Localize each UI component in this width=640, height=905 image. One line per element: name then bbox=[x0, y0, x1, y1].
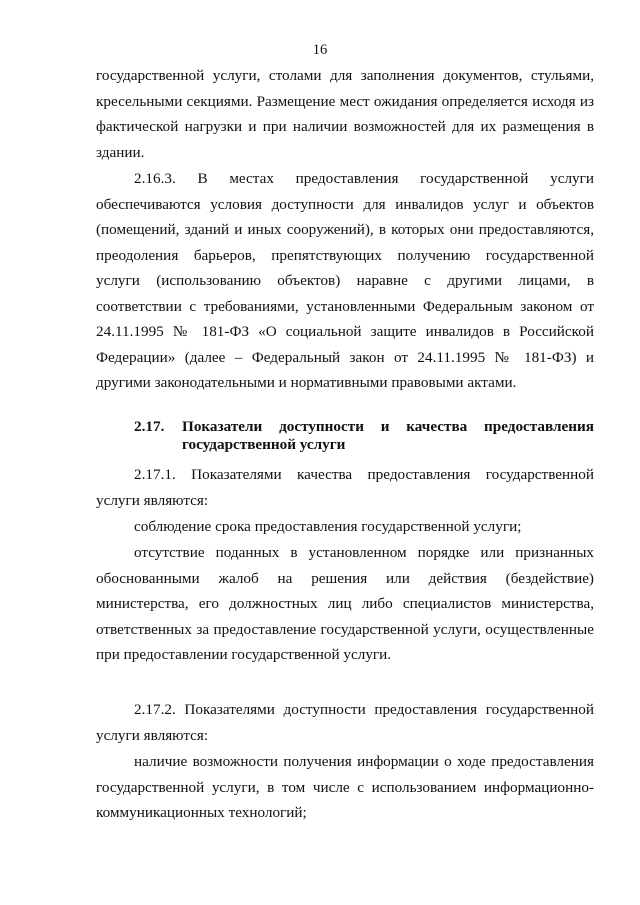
page-number: 16 bbox=[312, 42, 328, 58]
section-heading-text: Показатели доступности и качества предоставления государственной услуги bbox=[182, 418, 594, 453]
paragraph-continuation: государственной услуги, столами для заполнения документов, стульями, кресельными секциями. Размещение мест ожидания определяется исходя из фактической нагрузки и при наличии возможностей для их размещения в здании. bbox=[96, 67, 594, 161]
paragraph-2-16-3: 2.16.3. В местах предоставления государственной услуги обеспечиваются условия доступности для инвалидов услуг и объектов (помещений, зданий и иных сооружений), в которых они предоставляются, преодоления барьеров, препятствующих получению государственной услуги (использованию объектов) наравне с другими лицами, в соответствии с требованиями, установленными Федеральным законом от 24.11.1995 № 181-ФЗ «О социальной защите инвалидов в Российской Федерации» (далее – Федеральный закон от 24.11.1995 № 181-ФЗ) и другими законодательными и нормативными правовыми актами. bbox=[96, 170, 594, 391]
paragraph-information-availability: наличие возможности получения информации о ходе предоставления государственной услуги, в том числе с использованием информационно-коммуникационных технологий; bbox=[96, 753, 594, 821]
section-heading-number: 2.17. bbox=[134, 418, 165, 435]
paragraph-2-17-1: 2.17.1. Показателями качества предоставления государственной услуги являются: bbox=[96, 466, 594, 509]
paragraph-complaints-absence: отсутствие поданных в установленном порядке или признанных обоснованными жалоб на решения или действия (бездействие) министерства, его должностных лиц либо специалистов министерства, ответственных за предоставление государственной услуги, осуществленные при предоставлении государственной услуги. bbox=[96, 544, 594, 663]
paragraph-2-17-2: 2.17.2. Показателями доступности предоставления государственной услуги являются: bbox=[96, 701, 594, 744]
section-heading-2-17 bbox=[96, 418, 594, 454]
paragraph-deadline-compliance: соблюдение срока предоставления государственной услуги; bbox=[134, 518, 522, 535]
